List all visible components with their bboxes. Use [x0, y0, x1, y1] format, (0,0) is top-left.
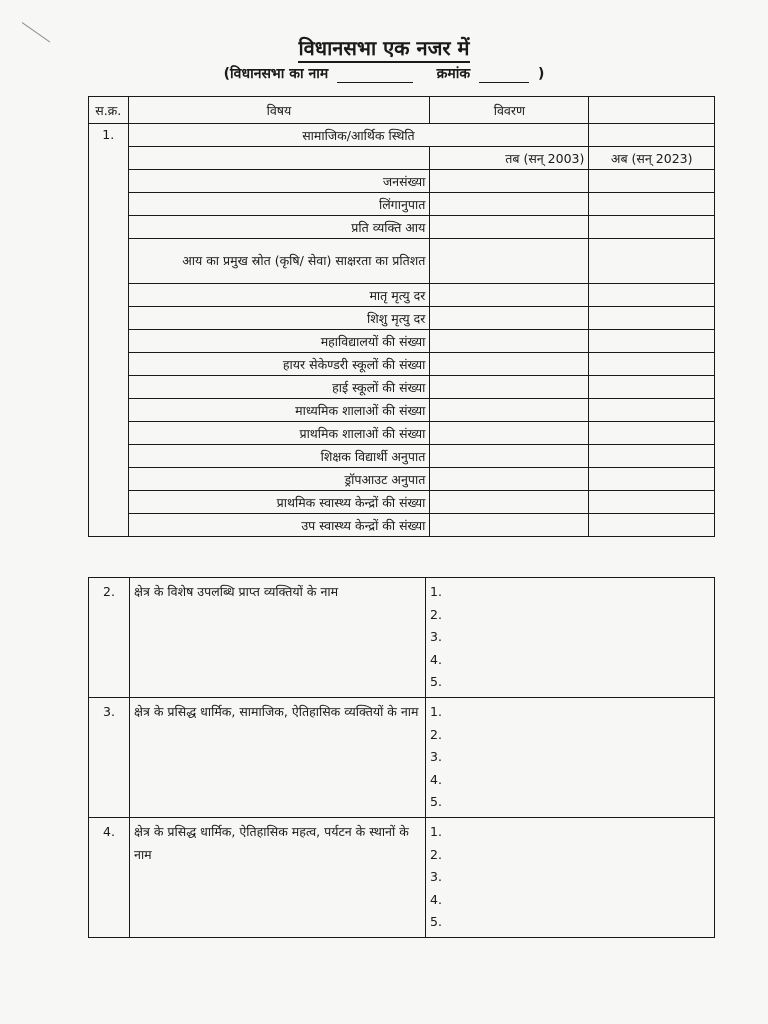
- row-number: 3.: [89, 697, 130, 817]
- table-row: [89, 817, 715, 937]
- col-header-details: विवरण: [430, 97, 589, 124]
- list-item[interactable]: 1.: [430, 823, 442, 839]
- list-item[interactable]: 4.: [430, 771, 442, 787]
- row-label: प्रति व्यक्ति आय: [128, 216, 430, 239]
- table-row: [89, 193, 715, 216]
- row-label: जनसंख्या: [128, 170, 430, 193]
- section-blank-cell: [589, 124, 715, 147]
- row-label: ड्रॉपआउट अनुपात: [128, 468, 430, 491]
- row-label: माध्यमिक शालाओं की संख्या: [128, 399, 430, 422]
- row-label: उप स्वास्थ्य केन्द्रों की संख्या: [128, 514, 430, 537]
- section-title: सामाजिक/आर्थिक स्थिति: [128, 124, 589, 147]
- period-header-row: [89, 147, 715, 170]
- list-item[interactable]: 2.: [430, 606, 442, 622]
- table-row: [89, 376, 715, 399]
- table-row: [89, 353, 715, 376]
- row-number: 2.: [89, 578, 130, 698]
- list-item[interactable]: 2.: [430, 726, 442, 742]
- then-value-cell[interactable]: [430, 193, 589, 216]
- then-value-cell[interactable]: [430, 422, 589, 445]
- then-value-cell[interactable]: [430, 353, 589, 376]
- row-question: क्षेत्र के प्रसिद्ध धार्मिक, ऐतिहासिक महत्व, पर्यटन के स्थानों के नाम: [130, 817, 426, 937]
- then-value-cell[interactable]: [430, 491, 589, 514]
- table-header-row: [89, 97, 715, 124]
- table-row: [89, 216, 715, 239]
- then-value-cell[interactable]: [430, 170, 589, 193]
- now-value-cell[interactable]: [589, 239, 715, 284]
- now-value-cell[interactable]: [589, 170, 715, 193]
- now-value-cell[interactable]: [589, 284, 715, 307]
- row-label: मातृ मृत्यु दर: [128, 284, 430, 307]
- now-value-cell[interactable]: [589, 330, 715, 353]
- table-row: [89, 578, 715, 698]
- table-row: [89, 284, 715, 307]
- list-item[interactable]: 5.: [430, 914, 442, 930]
- list-item[interactable]: 4.: [430, 891, 442, 907]
- now-value-cell[interactable]: [589, 468, 715, 491]
- row-label: शिक्षक विद्यार्थी अनुपात: [128, 445, 430, 468]
- row-question: क्षेत्र के प्रसिद्ध धार्मिक, सामाजिक, ऐतिहासिक व्यक्तियों के नाम: [130, 697, 426, 817]
- then-value-cell[interactable]: [430, 330, 589, 353]
- now-value-cell[interactable]: [589, 353, 715, 376]
- list-item[interactable]: 5.: [430, 794, 442, 810]
- now-value-cell[interactable]: [589, 307, 715, 330]
- then-value-cell[interactable]: [430, 468, 589, 491]
- list-item[interactable]: 3.: [430, 749, 442, 765]
- now-value-cell[interactable]: [589, 376, 715, 399]
- table-row: [89, 170, 715, 193]
- table-row: [89, 697, 715, 817]
- then-value-cell[interactable]: [430, 284, 589, 307]
- answer-cell[interactable]: [426, 697, 715, 817]
- now-value-cell[interactable]: [589, 514, 715, 537]
- table-row: [89, 422, 715, 445]
- row-label: हाई स्कूलों की संख्या: [128, 376, 430, 399]
- answer-cell[interactable]: [426, 817, 715, 937]
- row-label: हायर सेकेण्डरी स्कूलों की संख्या: [128, 353, 430, 376]
- now-value-cell[interactable]: [589, 491, 715, 514]
- table-row: [89, 307, 715, 330]
- row-label: महाविद्यालयों की संख्या: [128, 330, 430, 353]
- then-value-cell[interactable]: [430, 307, 589, 330]
- col-header-blank: [589, 97, 715, 124]
- notable-names-table: [88, 577, 715, 938]
- row-number: 4.: [89, 817, 130, 937]
- page-title: विधानसभा एक नजर में: [0, 34, 768, 61]
- col-header-subject: विषय: [128, 97, 430, 124]
- now-value-cell[interactable]: [589, 193, 715, 216]
- row-label: प्राथमिक शालाओं की संख्या: [128, 422, 430, 445]
- row-label: लिंगानुपात: [128, 193, 430, 216]
- table-row: [89, 445, 715, 468]
- row-label: आय का प्रमुख स्रोत (कृषि/ सेवा) साक्षरता का प्रतिशत: [128, 239, 430, 284]
- period-label-cell: [128, 147, 430, 170]
- list-item[interactable]: 4.: [430, 651, 442, 667]
- section-title-row: [89, 124, 715, 147]
- answer-cell[interactable]: [426, 578, 715, 698]
- row-label: शिशु मृत्यु दर: [128, 307, 430, 330]
- then-value-cell[interactable]: [430, 445, 589, 468]
- list-item[interactable]: 3.: [430, 629, 442, 645]
- then-value-cell[interactable]: [430, 216, 589, 239]
- row-label: प्राथमिक स्वास्थ्य केन्द्रों की संख्या: [128, 491, 430, 514]
- list-item[interactable]: 2.: [430, 846, 442, 862]
- table-row: [89, 330, 715, 353]
- table-row: [89, 491, 715, 514]
- table-row: [89, 468, 715, 491]
- then-value-cell[interactable]: [430, 514, 589, 537]
- then-value-cell[interactable]: [430, 376, 589, 399]
- serial-number-blank[interactable]: [479, 70, 529, 83]
- col-now: अब (सन् 2023): [589, 147, 715, 170]
- row-question: क्षेत्र के विशेष उपलब्धि प्राप्त व्यक्तियों के नाम: [130, 578, 426, 698]
- table-row: [89, 514, 715, 537]
- col-header-serial: स.क्र.: [89, 97, 129, 124]
- page-subtitle: (विधानसभा का नाम क्रमांक ): [223, 66, 545, 82]
- then-value-cell[interactable]: [430, 239, 589, 284]
- table-row: [89, 399, 715, 422]
- now-value-cell[interactable]: [589, 422, 715, 445]
- now-value-cell[interactable]: [589, 216, 715, 239]
- list-item[interactable]: 5.: [430, 674, 442, 690]
- col-then: तब (सन् 2003): [430, 147, 589, 170]
- table-row: [89, 239, 715, 284]
- section-number: 1.: [89, 124, 129, 537]
- list-item[interactable]: 3.: [430, 869, 442, 885]
- constituency-name-blank[interactable]: [337, 70, 413, 83]
- list-item[interactable]: 1.: [430, 584, 442, 599]
- list-item[interactable]: 1.: [430, 703, 442, 719]
- socio-economic-table: [88, 96, 715, 537]
- then-value-cell[interactable]: [430, 399, 589, 422]
- now-value-cell[interactable]: [589, 399, 715, 422]
- now-value-cell[interactable]: [589, 445, 715, 468]
